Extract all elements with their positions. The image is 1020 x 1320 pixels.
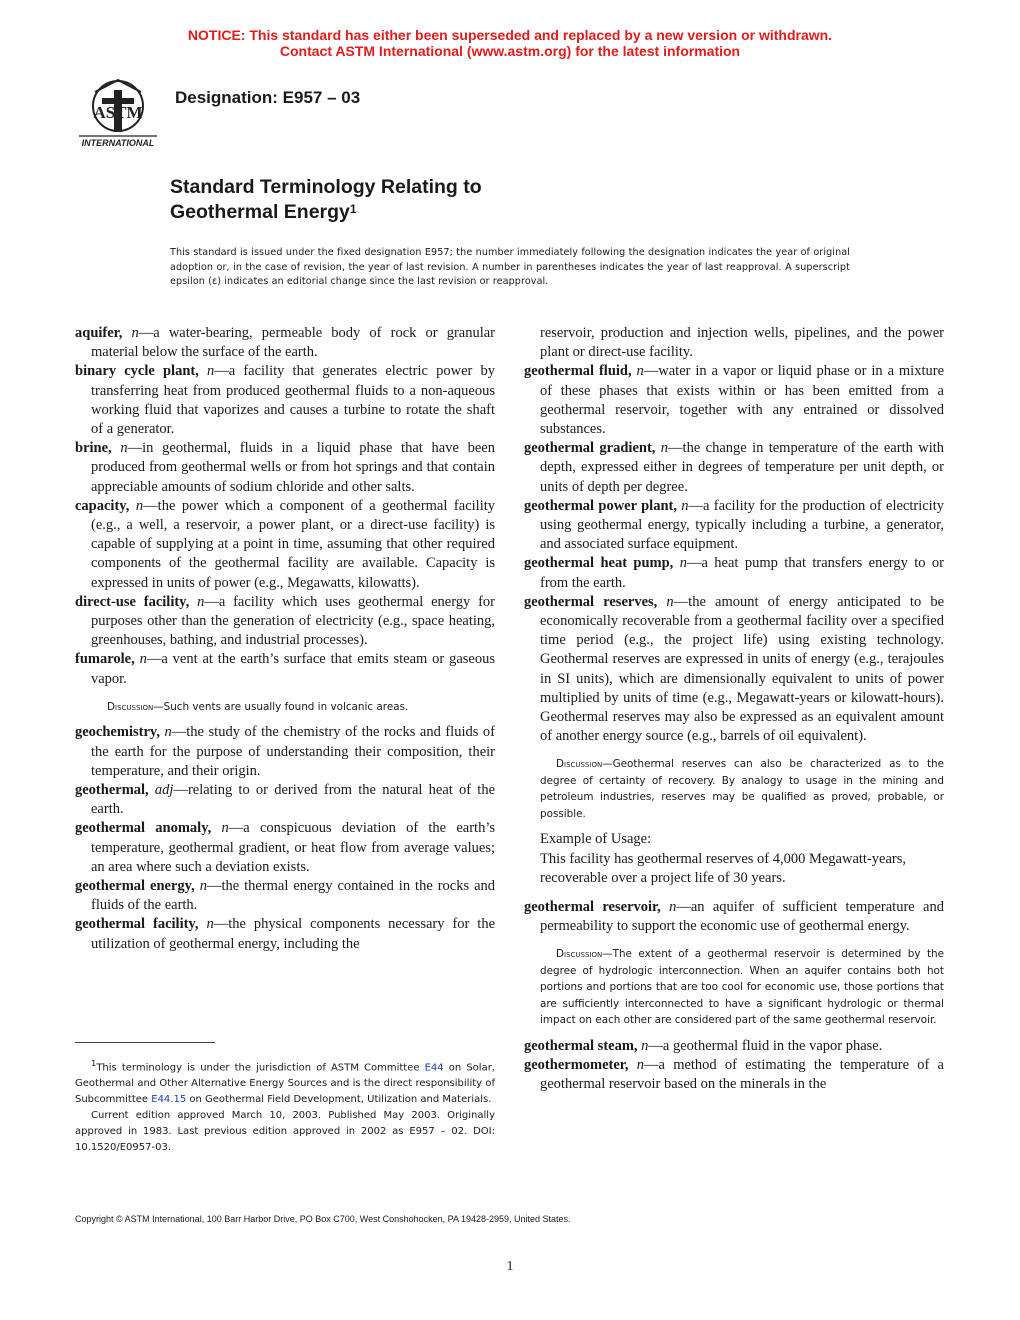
entry-geothermal-steam: geothermal steam, n—a geothermal fluid in the vapor phase. (524, 1037, 883, 1054)
example-of-usage (524, 830, 944, 888)
page-title (170, 175, 482, 225)
title-line-2 (170, 200, 482, 225)
notice-line-1: NOTICE: This standard has either been superseded and replaced by a new version or withdrawn. (187, 27, 833, 43)
copyright: Copyright © ASTM International, 100 Barr Harbor Drive, PO Box C700, West Conshohocken, PA 19428-2959, United States. (75, 1214, 571, 1224)
designation: Designation: E957 – 03 (175, 88, 361, 107)
footnote-divider (75, 1042, 215, 1043)
title-footnote-mark[interactable]: 1 (349, 202, 357, 216)
link-e44-15[interactable]: E44.15 (151, 1094, 187, 1106)
entry-fumarole: fumarole, n—a vent at the earth’s surface that emits steam or gaseous vapor. (75, 651, 495, 687)
entry-capacity: capacity, n—the power which a component of a geothermal facility (e.g., a well, a reservoir, a power plant, or a direct-use facility) is capable of supplying at a point in time, assuming that other required components of the geothermal facility are available. Capacity is expressed in units of power (e.g., Megawatts, kilowatts). (75, 497, 496, 591)
entry-geothermal-heat-pump: geothermal heat pump, n—a heat pump that transfers energy to or from the earth. (524, 555, 944, 591)
example-heading: Example of Usage: (540, 831, 652, 848)
entry-geothermal-facility: geothermal facility, n—the physical components necessary for the utilization of geothermal energy, including the (75, 916, 496, 952)
title-line-2-text: Geothermal Energy (170, 201, 350, 223)
logo-text: ASTM (93, 103, 143, 122)
notice-line-2[interactable]: Contact ASTM International (www.astm.org) for the latest information (279, 43, 741, 59)
page-number: 1 (506, 1259, 514, 1274)
entry-geothermal-gradient: geothermal gradient, n—the change in temperature of the earth with depth, expressed either in degrees of temperature per unit depth, or units of depth per degree. (524, 440, 944, 495)
entry-geothermal-power-plant: geothermal power plant, n—a facility for the production of electricity using geothermal energy, typically including a turbine, a generator, and associated surface equipment. (524, 497, 944, 553)
entry-geothermal-reservoir: geothermal reservoir, n—an aquifer of sufficient temperature and permeability to support the economic use of geothermal energy. (524, 899, 944, 935)
entry-geothermometer: geothermometer, n—a method of estimating the temperature of a geothermal reservoir based on the minerals in the (524, 1057, 944, 1093)
logo-international: INTERNATIONAL (81, 138, 155, 148)
astm-logo-icon (75, 76, 161, 152)
intro-paragraph: This standard is issued under the fixed designation E957; the number immediately following the designation indicates the year of original adoption or, in the case of revision, the year of last revision. A number in parentheses indicates the year of last reapproval. A superscript epsilon (ε) indicates an editorial change since the last revision or reapproval. (170, 247, 850, 287)
footnote-paragraph-2: Current edition approved March 10, 2003. Published May 2003. Originally approved in 1983. Last previous edition approved in 2002 as E957 – 02. DOI: 10.1520/E0957-03. (75, 1110, 495, 1154)
entry-geothermal: geothermal, adj—relating to or derived from the natural heat of the earth. (75, 781, 496, 818)
discussion-geothermal-reservoir: Discussion—The extent of a geothermal reservoir is determined by the degree of hydrologic interconnection. When an aquifer contains both hot portions and portions that are too cool for economic use, those portions that are sufficiently interconnected to have a significant hydrologic or thermal impact on each other are considered part of the same geothermal reservoir. (540, 948, 944, 1027)
link-e44[interactable]: E44 (424, 1062, 444, 1074)
title-line-1: Standard Terminology Relating to (170, 176, 482, 198)
footnote-paragraph-1: $^1$This terminology is under the jurisdiction of ASTM Committee E44 on Solar, Geothermal and Other Alternative Energy Sources and is the direct responsibility of Subcommittee E44.15 on Geothermal Field Development, Utilization and Materials. (75, 1058, 495, 1106)
discussion-fumarole: Discussion—Such vents are usually found in volcanic areas. (107, 700, 409, 713)
entry-brine: brine, n—in geothermal, fluids in a liquid phase that have been produced from geothermal wells or from hot springs and that contain appreciable amounts of sodium chloride and other salts. (75, 440, 495, 495)
left-column (75, 324, 495, 954)
entry-geothermal-anomaly: geothermal anomaly, n—a conspicuous deviation of the earth’s temperature, geothermal gradient, or heat flow from average values; an area where such a deviation exists. (75, 820, 496, 875)
example-text: This facility has geothermal reserves of 4,000 Megawatt-years, recoverable over a project life of 30 years. (540, 850, 906, 886)
entry-aquifer: aquifer, n—a water-bearing, permeable body of rock or granular material below the surface of the earth. (75, 325, 496, 361)
entry-geothermal-energy: geothermal energy, n—the thermal energy contained in the rocks and fluids of the earth. (75, 877, 496, 914)
entry-geothermal-fluid: geothermal fluid, n—water in a vapor or liquid phase or in a mixture of these phases that exists within or has been emitted from a geothermal reservoir, together with any entrained or dissolved substances. (524, 363, 945, 438)
entry-binary-cycle-plant: binary cycle plant, n—a facility that generates electric power by transferring heat from produced geothermal fluids to a non-aqueous working fluid that vaporizes and causes a turbine to rotate the shaft of a generator. (75, 363, 496, 438)
entry-direct-use-facility: direct-use facility, n—a facility which uses geothermal energy for purposes other than the generation of electricity (e.g., space heating, greenhouses, bathing, and industrial processes). (75, 593, 495, 649)
right-column (524, 324, 944, 1095)
entry-continuation: reservoir, production and injection wells, pipelines, and the power plant or direct-use facility. (540, 325, 944, 361)
discussion-geothermal-reserves: Discussion—Geothermal reserves can also be characterized as to the degree of certainty of recovery. By analogy to usage in the mining and petroleum industries, reserves may be qualified as proved, probable, or possible. (540, 758, 944, 820)
entry-geothermal-reserves: geothermal reserves, n—the amount of energy anticipated to be economically recoverable from a geothermal facility over a specified time period (e.g., the project life) using existing technology. Geothermal reserves are expressed in units of energy (e.g., terajoules in SI units), which are dimensionally equivalent to units of power multiplied by units of time (e.g., Megawatt-years or kilowatt-hours). Geothermal reserves may also be expressed as an equivalent amount of another energy source (e.g., barrels of oil equivalent). (524, 593, 945, 745)
footnote (75, 1055, 495, 1156)
entry-geochemistry: geochemistry, n—the study of the chemistry of the rocks and fluids of the earth for the purpose of understanding their composition, their temperature, and their origin. (75, 724, 495, 779)
